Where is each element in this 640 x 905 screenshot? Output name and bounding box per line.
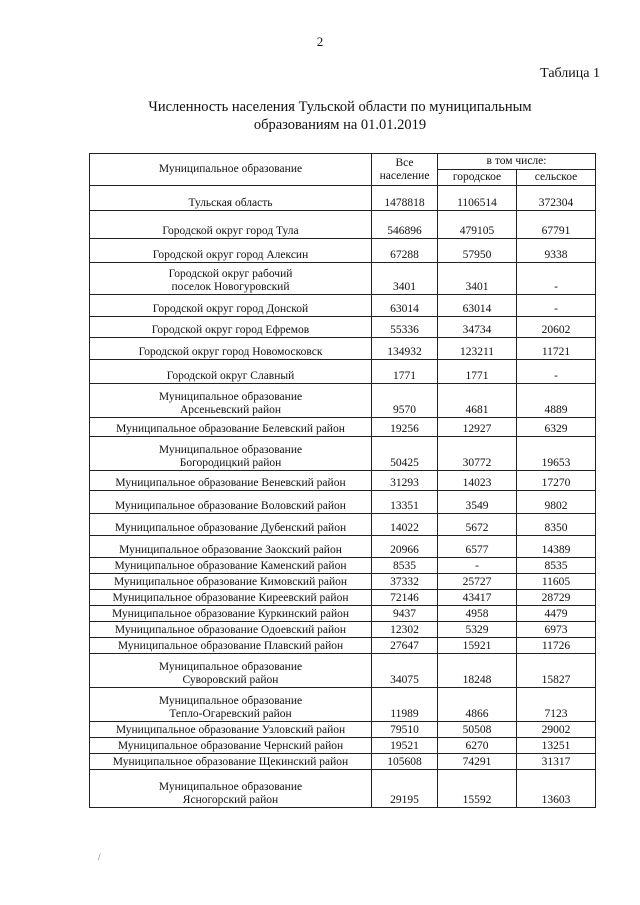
rural-population-cell: 4889: [517, 384, 596, 418]
municipality-name-line: Муниципальное образование Киреевский район: [112, 592, 349, 604]
table-row: [90, 211, 596, 239]
urban-population-cell: 479105: [438, 211, 517, 239]
table-row: [90, 491, 596, 514]
municipality-name-cell: [90, 770, 372, 808]
header-including: в том числе:: [438, 154, 596, 170]
rural-population-cell: -: [517, 360, 596, 384]
urban-population-cell: 25727: [438, 574, 517, 590]
municipality-name-line: Городской округ город Тула: [162, 225, 299, 237]
rural-population-cell: -: [517, 295, 596, 317]
title-line-1: Численность населения Тульской области по муниципальным: [148, 99, 532, 115]
urban-population-cell: -: [438, 558, 517, 574]
urban-population-cell: 3549: [438, 491, 517, 514]
municipality-name-line: Городской округ Славный: [166, 370, 295, 382]
municipality-name-line: Ясногорский район: [182, 794, 279, 806]
table-row: [90, 638, 596, 654]
urban-population-cell: 15592: [438, 770, 517, 808]
urban-population-cell: 4958: [438, 606, 517, 622]
header-total-line-1: Все: [395, 156, 414, 169]
total-population-cell: 9570: [372, 384, 438, 418]
municipality-name-line: Муниципальное образование: [158, 695, 303, 707]
municipality-name-cell: [90, 514, 372, 536]
total-population-cell: 9437: [372, 606, 438, 622]
urban-population-cell: 30772: [438, 437, 517, 471]
rural-population-cell: 31317: [517, 754, 596, 770]
rural-population-cell: 11726: [517, 638, 596, 654]
rural-population-cell: 11721: [517, 338, 596, 360]
urban-population-cell: 6270: [438, 738, 517, 754]
urban-population-cell: 57950: [438, 239, 517, 263]
header-municipality: Муниципальное образование: [90, 154, 372, 186]
municipality-name-line: Городской округ город Ефремов: [151, 324, 310, 336]
rural-population-cell: 13603: [517, 770, 596, 808]
municipality-name-cell: [90, 491, 372, 514]
table-row: [90, 360, 596, 384]
municipality-name-line: Муниципальное образование: [158, 781, 303, 793]
municipality-name-cell: [90, 471, 372, 491]
table-row: [90, 770, 596, 808]
municipality-name-line: Муниципальное образование Чернский район: [117, 740, 344, 752]
page-number: 2: [316, 34, 324, 49]
total-population-cell: 1771: [372, 360, 438, 384]
municipality-name-line: Муниципальное образование Дубенский район: [114, 522, 347, 534]
total-population-cell: 55336: [372, 317, 438, 338]
urban-population-cell: 4681: [438, 384, 517, 418]
urban-population-cell: 34734: [438, 317, 517, 338]
municipality-name-line: Муниципальное образование: [158, 444, 303, 456]
title-line-2: образованиям на 01.01.2019: [253, 117, 427, 133]
rural-population-cell: 17270: [517, 471, 596, 491]
municipality-name-line: Муниципальное образование Белевский район: [116, 423, 345, 435]
municipality-name-cell: [90, 338, 372, 360]
table-row: [90, 418, 596, 437]
municipality-name-cell: [90, 317, 372, 338]
rural-population-cell: 6973: [517, 622, 596, 638]
municipality-name-line: Муниципальное образование Веневский район: [115, 477, 346, 489]
total-population-cell: 1478818: [372, 186, 438, 211]
rural-population-cell: 67791: [517, 211, 596, 239]
rural-population-cell: 9802: [517, 491, 596, 514]
municipality-name-line: Муниципальное образование Щекинский район: [112, 756, 349, 768]
header-rural: сельское: [517, 170, 596, 186]
urban-population-cell: 14023: [438, 471, 517, 491]
total-population-cell: 11989: [372, 688, 438, 722]
urban-population-cell: 43417: [438, 590, 517, 606]
municipality-name-line: Муниципальное образование Узловский район: [115, 724, 346, 736]
municipality-name-cell: [90, 688, 372, 722]
rural-population-cell: -: [517, 263, 596, 295]
total-population-cell: 72146: [372, 590, 438, 606]
municipality-name-cell: [90, 638, 372, 654]
rural-population-cell: 15827: [517, 654, 596, 688]
rural-population-cell: 11605: [517, 574, 596, 590]
urban-population-cell: 18248: [438, 654, 517, 688]
table-row: [90, 688, 596, 722]
urban-population-cell: 5329: [438, 622, 517, 638]
table-label: Таблица 1: [540, 66, 600, 81]
header-total: [372, 154, 438, 186]
municipality-name-line: Тепло-Огаревский район: [169, 708, 292, 720]
total-population-cell: 8535: [372, 558, 438, 574]
municipality-name-cell: [90, 536, 372, 558]
municipality-name-cell: [90, 211, 372, 239]
municipality-name-line: Богородицкий район: [179, 457, 282, 469]
municipality-name-line: Муниципальное образование Куркинский район: [111, 608, 349, 620]
total-population-cell: 546896: [372, 211, 438, 239]
municipality-name-cell: [90, 606, 372, 622]
table-row: [90, 437, 596, 471]
rural-population-cell: 6329: [517, 418, 596, 437]
rural-population-cell: 372304: [517, 186, 596, 211]
municipality-name-cell: [90, 738, 372, 754]
municipality-name-line: Городской округ город Алексин: [152, 249, 309, 261]
total-population-cell: 27647: [372, 638, 438, 654]
municipality-name-line: Муниципальное образование: [158, 661, 303, 673]
table-row: [90, 263, 596, 295]
municipality-name-cell: [90, 558, 372, 574]
total-population-cell: 31293: [372, 471, 438, 491]
total-population-cell: 19521: [372, 738, 438, 754]
rural-population-cell: 8350: [517, 514, 596, 536]
rural-population-cell: 4479: [517, 606, 596, 622]
total-population-cell: 34075: [372, 654, 438, 688]
municipality-name-cell: [90, 654, 372, 688]
municipality-name-cell: [90, 622, 372, 638]
municipality-name-line: Муниципальное образование Одоевский район: [114, 624, 347, 636]
municipality-name-line: Муниципальное образование Кимовский район: [113, 576, 348, 588]
table-row: [90, 606, 596, 622]
urban-population-cell: 4866: [438, 688, 517, 722]
municipality-name-cell: [90, 590, 372, 606]
total-population-cell: 13351: [372, 491, 438, 514]
municipality-name-line: Муниципальное образование Воловский район: [115, 500, 346, 512]
table-row: [90, 574, 596, 590]
total-population-cell: 20966: [372, 536, 438, 558]
total-population-cell: 79510: [372, 722, 438, 738]
urban-population-cell: 50508: [438, 722, 517, 738]
municipality-name-line: Муниципальное образование Каменский район: [114, 560, 347, 572]
municipality-name-line: Тульская область: [188, 197, 273, 209]
urban-population-cell: 1106514: [438, 186, 517, 211]
rural-population-cell: 20602: [517, 317, 596, 338]
urban-population-cell: 3401: [438, 263, 517, 295]
urban-population-cell: 1771: [438, 360, 517, 384]
urban-population-cell: 12927: [438, 418, 517, 437]
table-row: [90, 471, 596, 491]
rural-population-cell: 29002: [517, 722, 596, 738]
municipality-name-line: Арсеньевский район: [179, 404, 282, 416]
total-population-cell: 12302: [372, 622, 438, 638]
municipality-name-cell: [90, 574, 372, 590]
table-row: [90, 536, 596, 558]
table-row: [90, 239, 596, 263]
urban-population-cell: 63014: [438, 295, 517, 317]
table-row: [90, 738, 596, 754]
table-body: [90, 186, 596, 808]
total-population-cell: 14022: [372, 514, 438, 536]
urban-population-cell: 5672: [438, 514, 517, 536]
rural-population-cell: 7123: [517, 688, 596, 722]
urban-population-cell: 123211: [438, 338, 517, 360]
rural-population-cell: 13251: [517, 738, 596, 754]
municipality-name-line: Муниципальное образование: [158, 391, 303, 403]
municipality-name-line: Суворовский район: [182, 674, 279, 686]
rural-population-cell: 8535: [517, 558, 596, 574]
table-row: [90, 384, 596, 418]
table-row: [90, 590, 596, 606]
table-row: [90, 514, 596, 536]
table-row: [90, 654, 596, 688]
header-urban: городское: [438, 170, 517, 186]
municipality-name-cell: [90, 384, 372, 418]
table-row: [90, 622, 596, 638]
total-population-cell: 67288: [372, 239, 438, 263]
total-population-cell: 105608: [372, 754, 438, 770]
table-row: [90, 317, 596, 338]
table-row: [90, 558, 596, 574]
municipality-name-line: Городской округ рабочий: [168, 268, 293, 280]
footer-mark: /: [98, 852, 101, 862]
municipality-name-line: Городской округ город Донской: [152, 303, 309, 315]
municipality-name-cell: [90, 722, 372, 738]
municipality-name-cell: [90, 437, 372, 471]
urban-population-cell: 6577: [438, 536, 517, 558]
table-row: [90, 754, 596, 770]
urban-population-cell: 15921: [438, 638, 517, 654]
total-population-cell: 50425: [372, 437, 438, 471]
municipality-name-cell: [90, 186, 372, 211]
document-title: [110, 98, 570, 134]
table-row: [90, 338, 596, 360]
municipality-name-cell: [90, 239, 372, 263]
rural-population-cell: 19653: [517, 437, 596, 471]
total-population-cell: 3401: [372, 263, 438, 295]
total-population-cell: 134932: [372, 338, 438, 360]
total-population-cell: 29195: [372, 770, 438, 808]
population-table: [89, 153, 596, 808]
total-population-cell: 63014: [372, 295, 438, 317]
table-row: [90, 722, 596, 738]
rural-population-cell: 14389: [517, 536, 596, 558]
municipality-name-line: Городской округ город Новомосковск: [138, 346, 323, 358]
municipality-name-line: поселок Новогуровский: [171, 281, 290, 293]
municipality-name-cell: [90, 754, 372, 770]
municipality-name-cell: [90, 263, 372, 295]
header-total-line-2: население: [379, 169, 430, 182]
municipality-name-cell: [90, 418, 372, 437]
table-row: [90, 186, 596, 211]
municipality-name-line: Муниципальное образование Заокский район: [119, 544, 342, 556]
municipality-name-cell: [90, 360, 372, 384]
rural-population-cell: 9338: [517, 239, 596, 263]
municipality-name-cell: [90, 295, 372, 317]
rural-population-cell: 28729: [517, 590, 596, 606]
total-population-cell: 19256: [372, 418, 438, 437]
municipality-name-line: Муниципальное образование Плавский район: [117, 640, 344, 652]
urban-population-cell: 74291: [438, 754, 517, 770]
table-row: [90, 295, 596, 317]
total-population-cell: 37332: [372, 574, 438, 590]
